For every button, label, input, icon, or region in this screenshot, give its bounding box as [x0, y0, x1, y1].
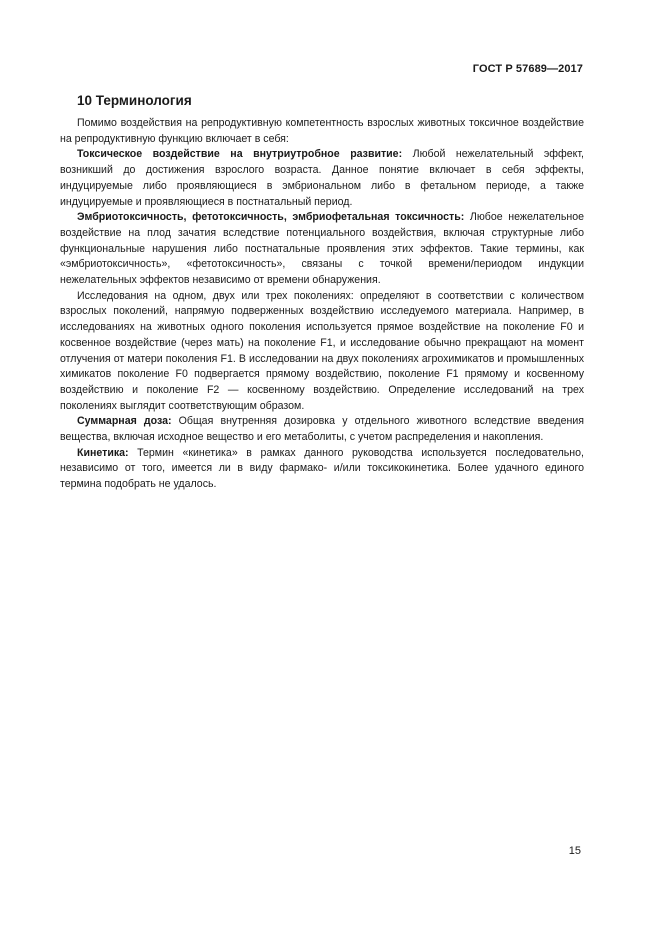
definition-term: Токсическое воздействие на внутриутробное развитие:: [77, 148, 403, 161]
paragraph-definition: [60, 446, 584, 493]
paragraph-text: Исследования на одном, двух или трех поколениях: определяют в соответствии с количеством взрослых поколений, напрямую подверженных воздействию исследуемого материала. Например, в исследованиях на животных одного поколения используется прямое воздействие на поколение F0 и косвенное воздействие (через мать) на поколение F1, и исследование обычно прекращают на момент отлучения от матери поколения F1. В исследовании на двух поколениях агрохимикатов и промышленных химикатов поколение F0 подвергается прямому воздействию, поколение F1 прямому и косвенному воздействию и поколение F2 — косвенному воздействию. Определение исследований на трех поколениях выглядит соответствующим образом.: [60, 289, 584, 412]
definition-term: Суммарная доза:: [77, 415, 172, 428]
paragraph-definition: [60, 147, 584, 210]
definition-text: Термин «кинетика» в рамках данного руководства используется последовательно, независимо от того, имеется ли в виду фармако- и/или токсикокинетика. Более удачного единого термина подобрать не удалось.: [60, 446, 584, 491]
definition-term: Кинетика:: [77, 446, 129, 459]
section-title: 10 Терминология: [77, 93, 192, 108]
paragraph-text: Помимо воздействия на репродуктивную компетентность взрослых животных токсичное воздействие на репродуктивную функцию включает в себя:: [60, 117, 584, 145]
definition-text: Любое нежелательное воздействие на плод зачатия вследствие потенциального воздействия, включая структурные либо функциональные нарушения либо постнатальные проявления этих эффектов. Такие термины, как «эмбриотоксичность», «фетотоксичность», связаны с точкой времени/периодом индукции нежелательных эффектов независимо от времени обнаружения.: [60, 211, 585, 287]
definition-text: Любой нежелательный эффект, возникший до достижения взрослого возраста. Данное понятие включает в себя эффекты, индуцируемые либо проявляющиеся в эмбриональном либо в фетальном периоде, а также индуцируемые и проявляющиеся в постнатальный период.: [60, 148, 584, 208]
paragraph-definition: [60, 210, 584, 289]
section-body: [60, 116, 584, 493]
page-number: 15: [568, 845, 581, 857]
document-code: ГОСТ Р 57689—2017: [472, 63, 583, 75]
paragraph-intro: [60, 116, 584, 147]
definition-term: Эмбриотоксичность, фетотоксичность, эмбриофетальная токсичность:: [77, 211, 465, 224]
paragraph-definition: [60, 414, 584, 445]
definition-text: Общая внутренняя дозировка у отдельного животного вследствие введения вещества, включая исходное вещество и его метаболиты, с учетом распределения и накопления.: [60, 415, 584, 444]
paragraph-generations: [60, 289, 584, 415]
